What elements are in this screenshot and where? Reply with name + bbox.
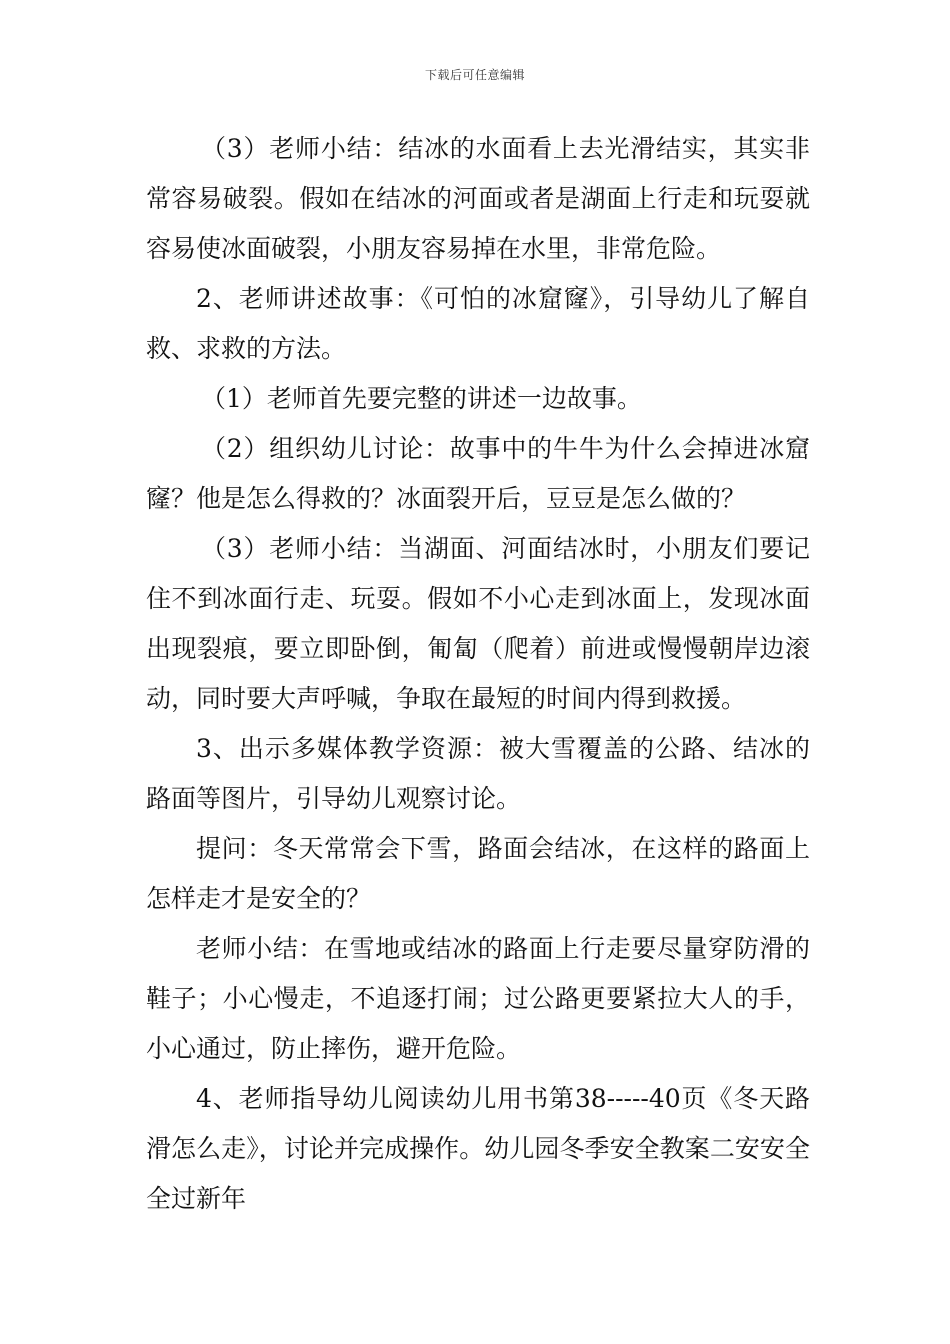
paragraph-summary-walking: 老师小结：在雪地或结冰的路面上行走要尽量穿防滑的鞋子；小心慢走，不追逐打闹；过公路更要紧拉大人的手，小心通过，防止摔伤，避开危险。	[146, 934, 810, 1063]
paragraph-tell-story: （1）老师首先要完整的讲述一边故事。	[201, 384, 642, 413]
paragraph-summary-self-rescue: （3）老师小结：当湖面、河面结冰时，小朋友们要记住不到冰面行走、玩耍。假如不小心走到冰面上，发现冰面出现裂痕，要立即卧倒，匍匐（爬着）前进或慢慢朝岸边滚动，同时要大声呼喊，争取在最短的时间内得到救援。	[146, 534, 810, 713]
paragraph-summary-ice-surface: （3）老师小结：结冰的水面看上去光滑结实，其实非常容易破裂。假如在结冰的河面或者是湖面上行走和玩耍就容易使冰面破裂，小朋友容易掉在水里，非常危险。	[146, 134, 810, 263]
header-note: 下载后可任意编辑	[424, 68, 525, 82]
document-body	[146, 124, 810, 1224]
paragraph-reading: 4、老师指导幼儿阅读幼儿用书第38-----40页《冬天路滑怎么走》，讨论并完成操作。幼儿园冬季安全教案二安安全全过新年	[146, 1084, 810, 1213]
paragraph-question: 提问：冬天常常会下雪，路面会结冰，在这样的路面上怎样走才是安全的？	[146, 834, 810, 913]
paragraph-story-intro: 2、老师讲述故事：《可怕的冰窟窿》，引导幼儿了解自救、求救的方法。	[146, 284, 810, 363]
paragraph-discussion: （2）组织幼儿讨论：故事中的牛牛为什么会掉进冰窟窿？他是怎么得救的？冰面裂开后，豆豆是怎么做的？	[146, 434, 810, 513]
paragraph-multimedia: 3、出示多媒体教学资源：被大雪覆盖的公路、结冰的路面等图片，引导幼儿观察讨论。	[146, 734, 810, 813]
